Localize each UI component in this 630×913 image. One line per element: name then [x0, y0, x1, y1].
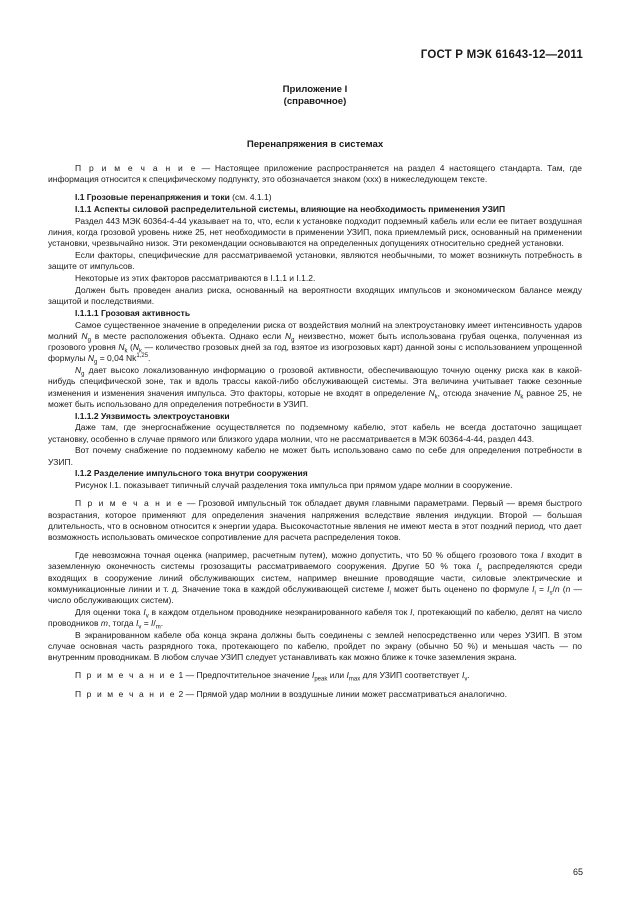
- heading-i1-2: I.1.2 Разделение импульсного тока внутри сооружения: [75, 468, 308, 479]
- note-label: П р и м е ч а н и е: [75, 163, 197, 173]
- appendix-subtitle: (справочное): [283, 96, 347, 107]
- paragraph: Рисунок I.1. показывает типичный случай разделения тока импульса при прямом ударе молнии в сооружение.: [75, 480, 513, 491]
- page-number: 65: [572, 867, 583, 877]
- appendix-title: Приложение I: [282, 84, 348, 95]
- paragraph-current-split: Где невозможна точная оценка (например, расчетным путем), можно допустить, что 50 % общего грозового тока I входит в заземленную оконечность системы грозозащиты рассматриваемого сооружения. Другие 50 % тока $I_s$ распределяются среди входящих в сооружение линий обслуживающих систем, например внешние проводящие части, силовые электрические и коммуникационные линии и т. д. Значение тока в каждой обслуживающей системе $I_i$ может быть оценено по формуле $I_i = I_s/n$ (n — число обслуживающих систем).: [48, 550, 582, 606]
- heading-i1: I.1 Грозовые перенапряжения и токи (см. 4.1.1): [75, 192, 272, 203]
- heading-i1-1: I.1.1 Аспекты силовой распределительной системы, влияющие на необходимость применения УЗИП: [75, 204, 506, 215]
- heading-i1-1-2: I.1.1.2 Уязвимость электроустановки: [75, 410, 230, 421]
- note-impulse: П р и м е ч а н и е — Грозовой импульсный ток обладает двумя главными параметрами. Первый — время быстрого возрастания, которое применяют для определения значения напряжения вследствие явления индукции. Второй — большая длительность, что в основном относится к энергии удара. Высокочастотные явления не имеют места в этот поздний период, что дает возможность использовать омическое сопротивление для расчета распределения токов.: [48, 498, 582, 543]
- note-1: П р и м е ч а н и е 1 — Предпочтительное значение $I_{peak}$ или $I_{max}$ для УЗИП соответствует $I_v$.: [75, 670, 470, 684]
- paragraph: Даже там, где энергоснабжение осуществляется по подземному кабелю, этот кабель не всегда достаточно защищает установку, особенно в случае прямого или близкого удара молнии, что не рассматривается в МЭК 60364-4-44, раздел 443.: [48, 422, 582, 444]
- paragraph-conductor-current: Для оценки тока $I_v$ в каждом отдельном проводнике неэкранированного кабеля ток I, протекающий по кабелю, делят на число проводников m, тогда $I_v = I/_m$.: [48, 606, 582, 631]
- paragraph-ng: $N_g$ дает высоко локализованную информацию о грозовой активности, обеспечивающую точную оценку риска как в какой-нибудь специфической зоне, так и вдоль трассы какой-либо обслуживающей системы. Эта величина учитывает также сезонные изменения и изменения значения импульса. Это факторы, которые не входят в определение $N_k$, отсюда значение $N_k$ равное 25, не может быть использовано для определения потребности в УЗИП.: [48, 365, 582, 409]
- note-2: П р и м е ч а н и е 2 — Прямой удар молнии в воздушные линии может рассматриваться аналогично.: [75, 688, 507, 699]
- body-text: [48, 163, 582, 700]
- section-title: Перенапряжения в системах: [246, 139, 384, 150]
- paragraph-lightning-density: Самое существенное значение в определении риска от воздействия молний на электроустановку имеет интенсивность ударов молний $N_g$ в месте расположения объекта. Однако если $N_g$ неизвестно, может быть использована грубая оценка, полученная из грозового уровня $N_k$ ($N_k$ — количество грозовых дней за год, взятое из изогрозовых карт) данной зоны с использованием упрощенной формулы $N_g = 0,04$ Nk$^{1,25}$.: [48, 319, 582, 367]
- paragraph: Раздел 443 МЭК 60364-4-44 указывает на то, что, если к установке подходит подземный кабель или если ее питает воздушная линия, когда грозовой уровень ниже 25, нет необходимости в применении УЗИП, пока приемлемый риск, основанный на применении установки, чрезвычайно низок. Эти рекомендации основываются на определенных допущениях относительно средней установки.: [48, 216, 582, 249]
- paragraph: Должен быть проведен анализ риска, основанный на вероятности входящих импульсов и экономическом балансе между защитой и последствиями.: [48, 285, 582, 307]
- paragraph: Если факторы, специфические для рассматриваемой установки, являются необычными, то может возникнуть потребность в защите от импульсов.: [48, 250, 582, 272]
- paragraph: Некоторые из этих факторов рассматриваются в I.1.1 и I.1.2.: [75, 273, 316, 284]
- standard-header: ГОСТ Р МЭК 61643-12—2011: [420, 49, 583, 61]
- paragraph: Вот почему снабжение по подземному кабелю не может быть использовано само по себе для определения потребности в УЗИП.: [48, 445, 582, 467]
- note-intro: П р и м е ч а н и е — Настоящее приложение распространяется на раздел 4 настоящего стандарта. Там, где информация относится к специфическому подпункту, это обозначается знаком (ххх) в нижеследующем тексте.: [48, 163, 582, 185]
- heading-i1-1-1: I.1.1.1 Грозовая активность: [75, 308, 191, 318]
- paragraph: В экранированном кабеле оба конца экрана должны быть соединены с землей непосредственно или через УЗИП. В этом случае основная часть разрядного тока, протекающего по кабелю, пройдет по экрану (обычно 50 %) и меньшая часть — по внутренним проводникам. В любом случае УЗИП следует устанавливать как можно ближе к точке заземления экрана.: [48, 629, 582, 663]
